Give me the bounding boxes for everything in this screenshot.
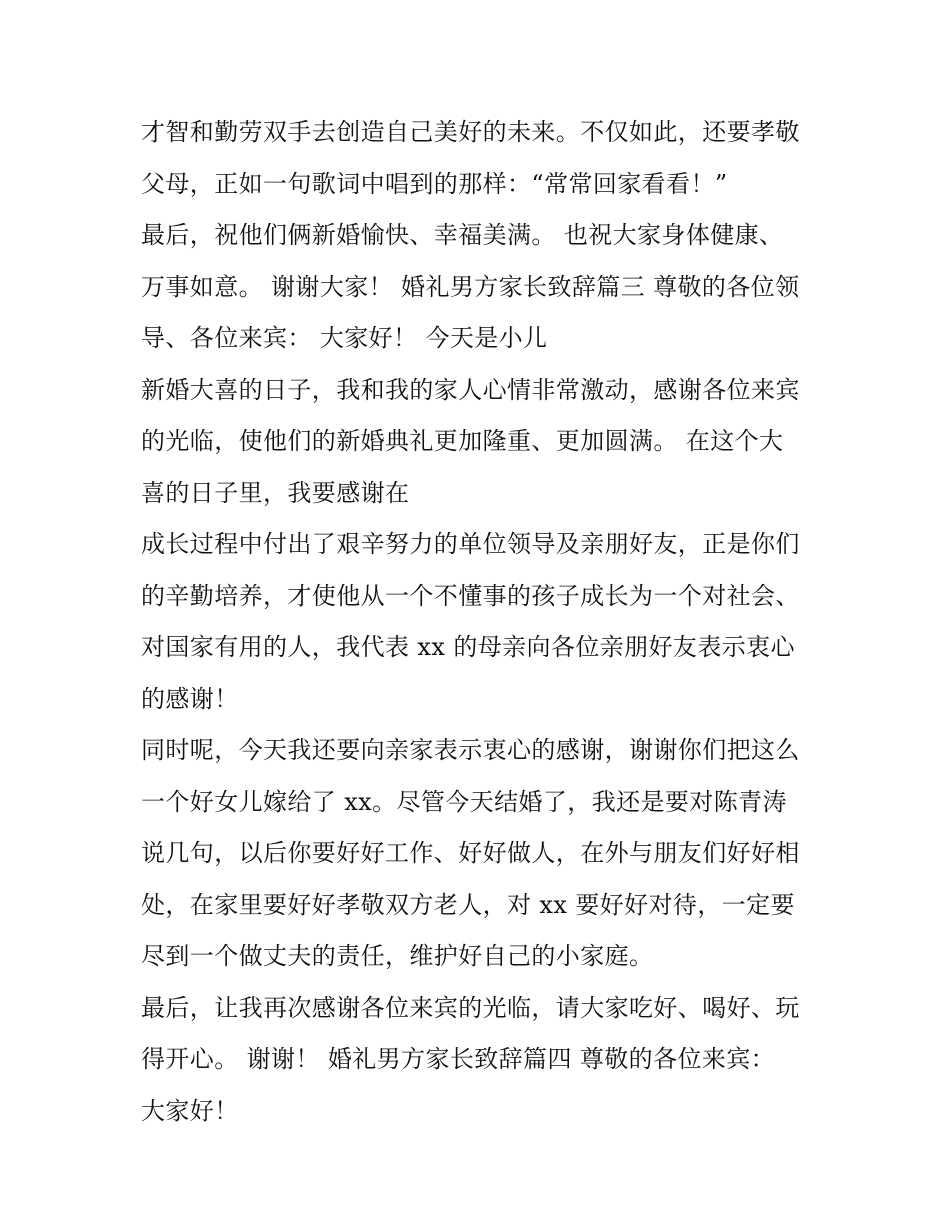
text-line: 的辛勤培养，才使他从一个不懂事的孩子成长为一个对社会、 xyxy=(141,581,800,610)
text-line: 处，在家里要好好孝敬双方老人，对 xx 要好好对待，一定要 xyxy=(141,890,795,919)
text-line: 得开心。 谢谢！ 婚礼男方家长致辞篇四 尊敬的各位来宾： xyxy=(141,1045,776,1073)
text-line: 最后，让我再次感谢各位来宾的光临，请大家吃好、喝好、玩 xyxy=(141,993,800,1022)
text-line: 成长过程中付出了艰辛努力的单位领导及亲朋好友，正是你们 xyxy=(141,530,800,558)
text-line: 导、各位来宾： 大家好！ 今天是小儿 xyxy=(141,324,548,352)
text-line: 的光临，使他们的新婚典礼更加隆重、更加圆满。 在这个大 xyxy=(141,427,784,455)
text-line: 才智和勤劳双手去创造自己美好的未来。不仅如此，还要孝敬 xyxy=(141,118,800,146)
text-line: 最后，祝他们俩新婚愉快、幸福美满。 也祝大家身体健康、 xyxy=(141,221,784,249)
text-line: 一个好女儿嫁给了 xx。尽管今天结婚了，我还是要对陈青涛 xyxy=(141,787,787,816)
text-line: 同时呢，今天我还要向亲家表示衷心的感谢，谢谢你们把这么 xyxy=(141,736,800,764)
text-line: 新婚大喜的日子，我和我的家人心情非常激动，感谢各位来宾 xyxy=(141,375,800,404)
document-body xyxy=(141,107,821,1137)
text-line: 对国家有用的人，我代表 xx 的母亲向各位亲朋好友表示衷心 xyxy=(141,633,795,661)
text-line: 的感谢！ xyxy=(141,684,239,713)
text-line: 说几句，以后你要好好工作、好好做人，在外与朋友们好好相 xyxy=(141,839,800,867)
text-line: 尽到一个做丈夫的责任，维护好自己的小家庭。 xyxy=(141,942,654,970)
text-line: 父母，正如一句歌词中唱到的那样：“常常回家看看！” xyxy=(141,169,728,198)
text-line: 万事如意。 谢谢大家！ 婚礼男方家长致辞篇三 尊敬的各位领 xyxy=(141,272,800,301)
text-line: 大家好！ xyxy=(141,1096,239,1125)
text-line: 喜的日子里，我要感谢在 xyxy=(141,478,410,507)
